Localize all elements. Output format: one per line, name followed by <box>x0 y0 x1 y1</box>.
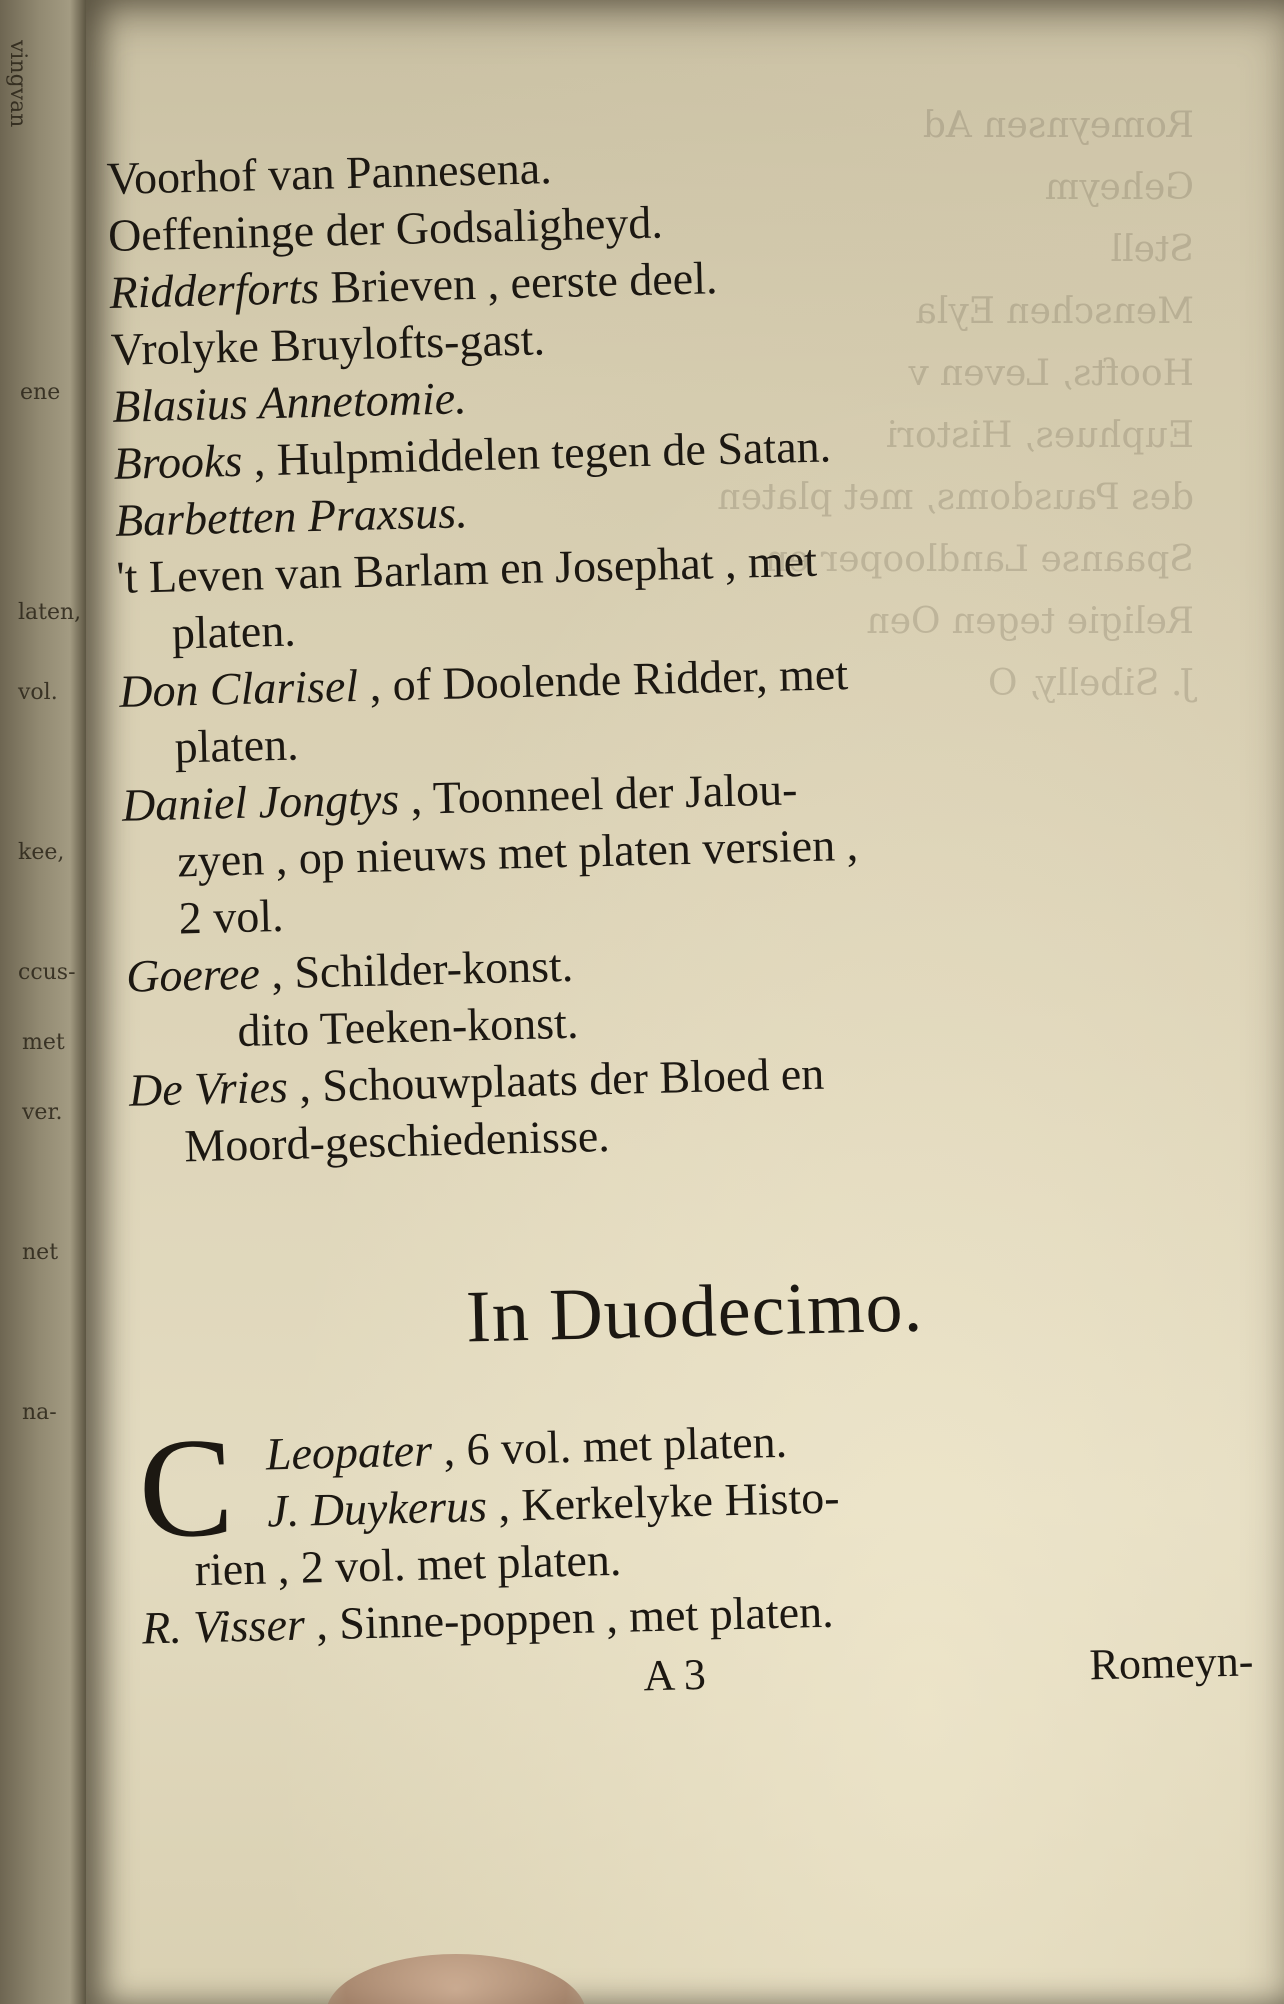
entry-text: 't Leven van Barlam en Josephat , met <box>115 534 818 603</box>
left-fragment: ver. <box>22 1100 63 1125</box>
entry-author: Daniel Jongtys <box>121 773 400 831</box>
left-fragment: vol. <box>18 680 58 705</box>
book-page <box>86 0 1284 2004</box>
left-fragment: met <box>22 1030 65 1055</box>
bleed-through-line: Romeynsen Ad <box>922 105 1194 146</box>
left-page-edge <box>0 0 86 2004</box>
page-content <box>106 123 1264 1721</box>
left-fragment: vingvan <box>5 40 30 128</box>
entry-author: Blasius Annetomie. <box>111 372 468 432</box>
entry-author: Leopater <box>265 1424 433 1480</box>
entry-text: , of Doolende Ridder, met <box>357 648 849 711</box>
left-fragment: ene <box>20 380 61 405</box>
book-entry-continuation: Moord-geschiedenisse. <box>183 1109 611 1172</box>
entry-text: Oeffeninge der Godsaligheyd. <box>107 196 664 261</box>
entry-author: Barbetten Praxsus. <box>114 486 469 546</box>
entry-author: R. Visser <box>141 1598 306 1654</box>
left-fragment: kee, <box>18 840 65 865</box>
entry-text: Brieven , eerste deel. <box>318 252 718 313</box>
entry-text: , 6 vol. met platen. <box>431 1415 788 1476</box>
bleed-through-line: Stell <box>1110 229 1194 270</box>
bleed-through-line: Spaanse Landlooper en <box>765 539 1194 580</box>
entry-text: , Sinne-poppen , met platen. <box>304 1585 835 1650</box>
entry-author: De Vries <box>128 1060 289 1116</box>
entry-author: J. Duykerus <box>266 1480 488 1537</box>
book-entry-continuation: platen. <box>173 718 300 773</box>
bleed-through-line: Menschen Eyla <box>915 291 1194 332</box>
book-entry-continuation: zyen , op nieuws met platen versien , <box>176 818 859 887</box>
book-entry-continuation: platen. <box>171 604 297 659</box>
left-fragment: laten, <box>18 600 82 625</box>
bleed-through-line: des Pausdoms, met platen <box>717 477 1194 518</box>
duodecimo-list <box>137 1401 1262 1656</box>
entry-author: Ridderforts <box>108 261 320 318</box>
left-fragment: na- <box>22 1400 57 1425</box>
entry-text: , Toonneel der Jalou- <box>398 763 798 825</box>
thumb <box>326 1954 586 2004</box>
drop-cap: C <box>136 1407 236 1568</box>
book-entry-continuation: rien , 2 vol. met platen. <box>194 1533 622 1596</box>
signature-mark: A 3 <box>642 1649 707 1701</box>
entry-text: , Hulpmiddelen tegen de Satan. <box>241 420 832 486</box>
left-fragment: ccus- <box>18 960 76 985</box>
bleed-through-line: Hoofts, Leven v <box>908 353 1194 394</box>
entry-author: Goeree <box>125 947 261 1002</box>
left-fragment: net <box>22 1240 59 1265</box>
bleed-through-line: J. Sibelly, O <box>987 663 1194 704</box>
book-entry-continuation: 2 vol. <box>178 889 285 944</box>
section-heading: In Duodecimo. <box>465 1265 924 1359</box>
entry-text: , Schilder-konst. <box>259 939 574 999</box>
entry-author: Don Clarisel <box>118 660 359 717</box>
entry-text: , Kerkelyke Histo- <box>486 1471 841 1532</box>
entry-text: dito Teeken-konst. <box>236 996 579 1057</box>
bleed-through-line: Geheym <box>1044 167 1194 208</box>
catchword: Romeyn- <box>1088 1636 1254 1690</box>
entry-author: Brooks <box>113 434 243 489</box>
entry-text: Voorhof van Pannesena. <box>106 142 553 204</box>
entry-text: , Schouwplaats der Bloed en <box>287 1047 825 1112</box>
bleed-through-line: Religie tegen Oen <box>866 601 1194 642</box>
bleed-through-line: Euphues, Histori <box>886 415 1194 456</box>
entry-text: Vrolyke Bruylofts-gast. <box>110 313 546 375</box>
